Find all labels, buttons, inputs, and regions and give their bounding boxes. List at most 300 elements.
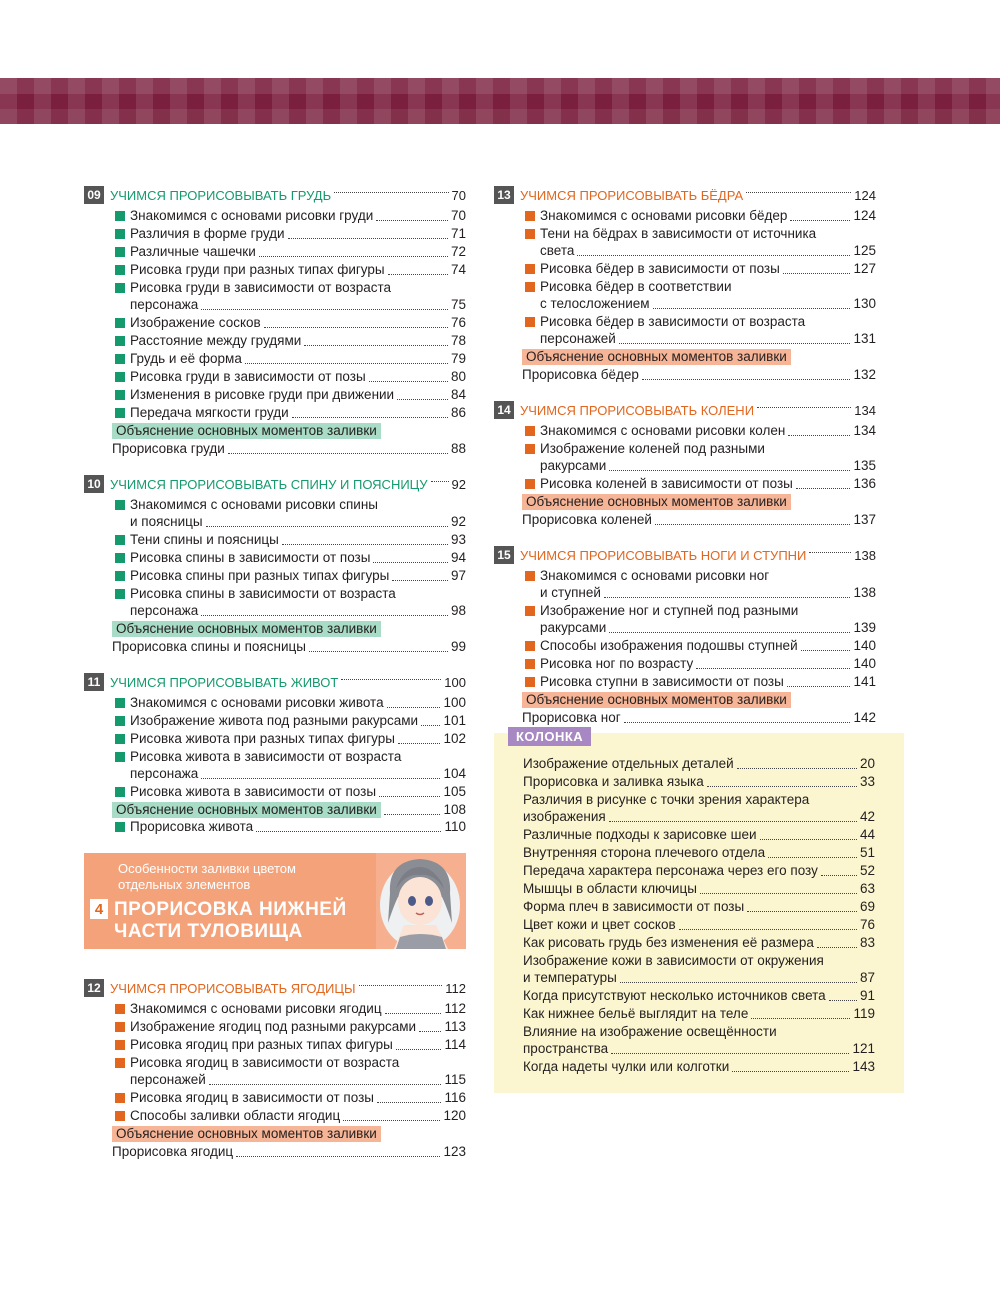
bullet-square-icon [525,317,535,327]
dot-leader [388,274,448,275]
entry-text: Изображение живота под разными ракурсами [130,713,419,728]
entry-body [540,655,876,672]
entry-text: Как нижнее бельё выглядит на теле [523,1006,749,1021]
section-heading [84,475,466,493]
subentry [84,1143,466,1160]
bullet-square-icon [115,283,125,293]
dot-leader [787,686,851,687]
toc-entry [84,567,466,584]
entry-text: с телосложением [540,296,650,311]
toc-entry [84,748,466,782]
toc-line [130,1071,466,1088]
toc-entry [494,567,876,601]
toc-line [540,655,876,672]
chapter-title: УЧИМСЯ ПРОРИСОВЫВАТЬ БЁДРА [520,187,744,203]
bullet-square-icon [115,318,125,328]
bullet-square-icon [115,589,125,599]
toc-entry [84,314,466,331]
dot-leader [334,192,448,193]
toc-line [540,475,876,492]
toc-line [540,637,876,654]
dot-leader [746,192,851,193]
toc-entry [84,1107,466,1124]
page-number: 42 [859,809,875,824]
part-banner [84,853,466,949]
toc-section [494,401,876,528]
toc-line [130,531,466,548]
entry-text: Знакомимся с основами рисовки спины [130,497,379,512]
toc-left-column [84,186,466,853]
entry-text: Прорисовка ягодиц [112,1144,234,1159]
entry-text: Изображение сосков [130,315,261,330]
entry-text: Рисовка ягодиц в зависимости от позы [130,1090,374,1105]
entry-text: Знакомимся с основами рисовки груди [130,208,374,223]
toc-entry [494,673,876,690]
page-number: 113 [444,1019,466,1034]
page-number: 52 [859,863,875,878]
page-number: 99 [450,639,466,654]
part-title-line: ЧАСТИ ТУЛОВИЩА [114,921,303,942]
page-number: 114 [444,1037,466,1052]
entry-body [130,279,466,313]
page-number: 94 [450,550,466,565]
page-number: 141 [853,674,876,689]
bullet-square-icon [115,1040,125,1050]
entry-text: Рисовка ног по возрасту [540,656,694,671]
entry-text: Когда присутствуют несколько источников света [523,988,826,1003]
bullet-square-icon [115,354,125,364]
toc-line [130,730,466,747]
page-number: 125 [853,243,876,258]
entry-text: света [540,243,575,258]
page-number: 63 [859,881,875,896]
entry-body [540,475,876,492]
dot-leader [385,1013,442,1014]
entry-body [130,585,466,619]
toc-line [130,1018,466,1035]
toc-line [523,755,875,772]
entry-text: пространства [523,1041,609,1056]
toc-line [540,242,876,259]
toc-line [130,513,466,530]
chapter-number: 11 [84,673,104,691]
entry-text: Прорисовка живота [130,819,254,834]
dot-leader [751,1018,850,1019]
entry-body [130,531,466,548]
entry-body [540,260,876,277]
entry-text: Рисовка спины при разных типах фигуры [130,568,390,583]
dot-leader [376,220,448,221]
dot-leader [292,417,448,418]
section-heading [494,186,876,204]
toc-entry [84,1036,466,1053]
entry-text: Способы изображения подошвы ступней [540,638,798,653]
kolonka-entry [523,1058,875,1075]
page-number: 108 [443,802,466,817]
entry-text: Рисовка ягодиц при разных типах фигуры [130,1037,393,1052]
highlight-label: Объяснение основных моментов заливки [112,802,381,818]
kolonka-box [494,729,904,1093]
entry-text: Внутренняя сторона плечевого отдела [523,845,766,860]
dot-leader [384,814,441,815]
bullet-square-icon [525,282,535,292]
page-number: 86 [450,405,466,420]
chapter-number: 14 [494,401,514,419]
entry-text: персонажа [130,766,199,781]
bullet-square-icon [525,641,535,651]
entry-text: Различные чашечки [130,244,256,259]
toc-line [523,916,875,933]
dot-leader [609,632,850,633]
bullet-square-icon [525,211,535,221]
page-number: 33 [859,774,875,789]
dot-leader [642,379,851,380]
entry-text: Передача характера персонажа через его позу [523,863,818,878]
toc-entry [84,585,466,619]
entry-body [130,549,466,566]
page-number: 119 [853,1006,875,1021]
entry-text: Рисовка бёдер в зависимости от позы [540,261,780,276]
toc-entry [84,225,466,242]
toc-line [130,314,466,331]
page-number: 112 [444,1001,466,1016]
entry-text: персонажа [130,603,199,618]
page-number: 134 [853,423,876,438]
entry-text: Рисовка спины в зависимости от позы [130,550,371,565]
page-number: 143 [852,1059,875,1074]
page-number: 123 [443,1144,466,1159]
entry-text: Изображение ягодиц под разными ракурсами [130,1019,417,1034]
toc-line [130,350,466,367]
dot-leader [201,778,440,779]
toc-line [540,295,876,312]
entry-text: Рисовка живота в зависимости от возраста [130,749,402,764]
dot-leader [732,1071,849,1072]
bullet-square-icon [525,677,535,687]
entry-text: Рисовка бёдер в зависимости от возраста [540,314,806,329]
entry-text: Изображение ног и ступней под разными [540,603,799,618]
bullet-square-icon [115,1004,125,1014]
entry-body [540,278,876,312]
kolonka-entry [523,934,875,951]
toc-right-column [494,186,876,744]
entry-text: Изображение коленей под разными [540,441,765,456]
kolonka-entry [523,916,875,933]
page-number: 71 [450,226,466,241]
entry-body [130,1107,466,1124]
entry-text: Прорисовка ног [522,710,621,725]
toc-line [130,712,466,729]
entry-text: Рисовка живота в зависимости от позы [130,784,377,799]
dot-leader [760,839,857,840]
chapter-title: УЧИМСЯ ПРОРИСОВЫВАТЬ КОЛЕНИ [520,402,755,418]
page-number: 115 [444,1072,466,1087]
page-number: 131 [853,331,876,346]
highlight-label: Объяснение основных моментов заливки [522,349,791,365]
page-number: 72 [450,244,466,259]
dot-leader [655,524,850,525]
subentry [494,511,876,528]
dot-leader [397,399,448,400]
bullet-square-icon [115,500,125,510]
toc-entry [494,260,876,277]
toc-line [130,1089,466,1106]
chapter-title: УЧИМСЯ ПРОРИСОВЫВАТЬ СПИНУ И ПОЯСНИЦУ [110,476,428,492]
entry-body [130,225,466,242]
dot-leader [259,256,448,257]
chapter-number: 13 [494,186,514,204]
dot-leader [821,875,857,876]
highlight-label: Объяснение основных моментов заливки [112,1126,381,1142]
dot-leader [737,768,857,769]
entry-body [130,748,466,782]
bullet-square-icon [115,229,125,239]
bullet-square-icon [115,1093,125,1103]
entry-text: Расстояние между грудями [130,333,302,348]
chapter-number: 10 [84,475,104,493]
page-number: 83 [859,935,875,950]
toc-line [523,1005,875,1022]
entry-text: Передача мягкости груди [130,405,289,420]
page-number: 74 [450,262,466,277]
part-number: 4 [90,899,108,919]
toc-line [130,261,466,278]
bullet-square-icon [115,716,125,726]
dot-leader [747,911,857,912]
toc-line [540,207,876,224]
toc-line [523,844,875,861]
chapter-title: УЧИМСЯ ПРОРИСОВЫВАТЬ ГРУДЬ [110,187,332,203]
entry-text: Изменения в рисовке груди при движении [130,387,395,402]
kolonka-entry [523,1023,875,1057]
toc-section [84,475,466,655]
toc-line [523,1058,875,1075]
toc-section [494,546,876,726]
highlight-label: Объяснение основных моментов заливки [522,494,791,510]
page-number: 44 [859,827,875,842]
entry-text: Прорисовка спины и поясницы [112,639,306,654]
page-number: 91 [859,988,875,1003]
entry-text: Прорисовка коленей [522,512,652,527]
entry-body [130,1018,466,1035]
page-number: 104 [443,766,466,781]
page-number: 138 [853,585,876,600]
toc-line [540,619,876,636]
bullet-square-icon [115,752,125,762]
bullet-square-icon [115,1058,125,1068]
bullet-square-icon [525,659,535,669]
page-number: 142 [853,710,876,725]
entry-text: и поясницы [130,514,203,529]
entry-body [540,207,876,224]
entry-body [130,314,466,331]
entry-text: Знакомимся с основами рисовки живота [130,695,384,710]
entry-text: персонажей [130,1072,206,1087]
entry-text: Цвет кожи и цвет сосков [523,917,676,932]
entry-body [130,783,466,800]
dot-leader [796,488,851,489]
entry-body [540,673,876,690]
bullet-square-icon [115,535,125,545]
dot-leader [620,982,857,983]
dot-leader [398,743,441,744]
entry-text: Изображение кожи в зависимости от окружения [523,953,824,968]
toc-line [523,987,875,1004]
banner-part-row [90,899,347,943]
dot-leader [696,668,850,669]
subentry [494,366,876,383]
entry-body [540,602,876,636]
page-number: 105 [443,784,466,799]
chapter-number: 09 [84,186,104,204]
page-number: 112 [445,980,466,996]
toc-section [84,979,466,1160]
dot-leader [768,857,857,858]
entry-text: Грудь и её форма [130,351,242,366]
toc-line [540,584,876,601]
page-number: 127 [853,261,876,276]
toc-line [130,1036,466,1053]
toc-line [540,457,876,474]
banner-subtitle [118,861,296,893]
toc-line [130,549,466,566]
bullet-square-icon [115,265,125,275]
bullet-square-icon [525,444,535,454]
entry-body [540,440,876,474]
bullet-square-icon [525,606,535,616]
toc-line [523,862,875,879]
page-number: 92 [450,514,466,529]
entry-text: Рисовка ягодиц в зависимости от возраста [130,1055,400,1070]
part-title [114,899,347,943]
page-number: 70 [451,187,466,203]
dot-leader [604,597,851,598]
page-number: 100 [443,695,466,710]
dot-leader [373,562,448,563]
toc-entry [494,225,876,259]
toc-line [523,826,875,843]
page-number: 75 [450,297,466,312]
dot-leader [209,1084,442,1085]
entry-text: персонажа [130,297,199,312]
dot-leader [624,722,851,723]
toc-line [130,567,466,584]
toc-entry [494,278,876,312]
page-number: 93 [450,532,466,547]
chapter-title: УЧИМСЯ ПРОРИСОВЫВАТЬ ЯГОДИЦЫ [110,980,356,996]
dot-leader [236,1156,440,1157]
toc-line [523,969,875,986]
entry-text: Рисовка груди в зависимости от возраста [130,280,391,295]
page-number: 137 [853,512,876,527]
toc-entry [494,440,876,474]
toc-entry [84,368,466,385]
dot-leader [256,831,441,832]
toc-line [130,602,466,619]
page-number: 140 [853,638,876,653]
toc-line [130,296,466,313]
toc-line [523,898,875,915]
entry-text: Рисовка бёдер в соответствии [540,279,732,294]
dot-leader [801,650,851,651]
dot-leader [421,725,440,726]
toc-entry [84,243,466,260]
entry-body [130,694,466,711]
entry-body [130,1000,466,1017]
page-number: 121 [852,1041,875,1056]
entry-body [130,350,466,367]
entry-body [540,567,876,601]
toc-line [523,934,875,951]
page-number: 138 [854,547,876,563]
bullet-square-icon [525,264,535,274]
bullet-square-icon [115,571,125,581]
chapter-number: 12 [84,979,104,997]
dot-leader [392,580,448,581]
section-heading [494,401,876,419]
bullet-square-icon [115,336,125,346]
toc-line [523,808,875,825]
page-number: 69 [859,899,875,914]
entry-body [540,313,876,347]
dot-leader [228,453,448,454]
entry-text: Различия в рисунке с точки зрения характера [523,792,810,807]
toc-entry [84,496,466,530]
toc-line [130,1107,466,1124]
toc-entry [84,730,466,747]
toc-entry [494,422,876,439]
entry-text: Прорисовка бёдер [522,367,639,382]
toc-left-column-lower [84,979,466,1178]
entry-text: Рисовка коленей в зависимости от позы [540,476,793,491]
entry-text: изображения [523,809,606,824]
entry-text: Рисовка спины в зависимости от возраста [130,586,396,601]
page-number: 76 [450,315,466,330]
toc-entry [494,602,876,636]
toc-entry [84,207,466,224]
dot-leader [577,255,850,256]
toc-entry [494,637,876,654]
entry-text: ракурсами [540,620,607,635]
entry-body [540,637,876,654]
page-number: 102 [443,731,466,746]
bullet-square-icon [115,787,125,797]
anime-girl-illustration [376,853,466,949]
dot-leader [700,893,857,894]
kolonka-entry [523,862,875,879]
chapter-title: УЧИМСЯ ПРОРИСОВЫВАТЬ ЖИВОТ [110,674,339,690]
entry-text: Знакомимся с основами рисовки колен [540,423,786,438]
toc-entry [84,261,466,278]
dot-leader [679,929,857,930]
toc-line [523,880,875,897]
entry-body [130,404,466,421]
dot-leader [379,796,440,797]
section-heading [84,186,466,204]
toc-line [130,783,466,800]
entry-body [130,496,466,530]
dot-leader [282,544,448,545]
toc-line [523,773,875,790]
entry-text: Знакомимся с основами рисовки бёдер [540,208,788,223]
highlight-row [84,801,466,818]
entry-text: персонажей [540,331,616,346]
toc-line [540,330,876,347]
toc-entry [84,1000,466,1017]
page-number: 101 [443,713,466,728]
page-number: 100 [444,674,466,690]
entry-text: Рисовка груди при разных типах фигуры [130,262,385,277]
